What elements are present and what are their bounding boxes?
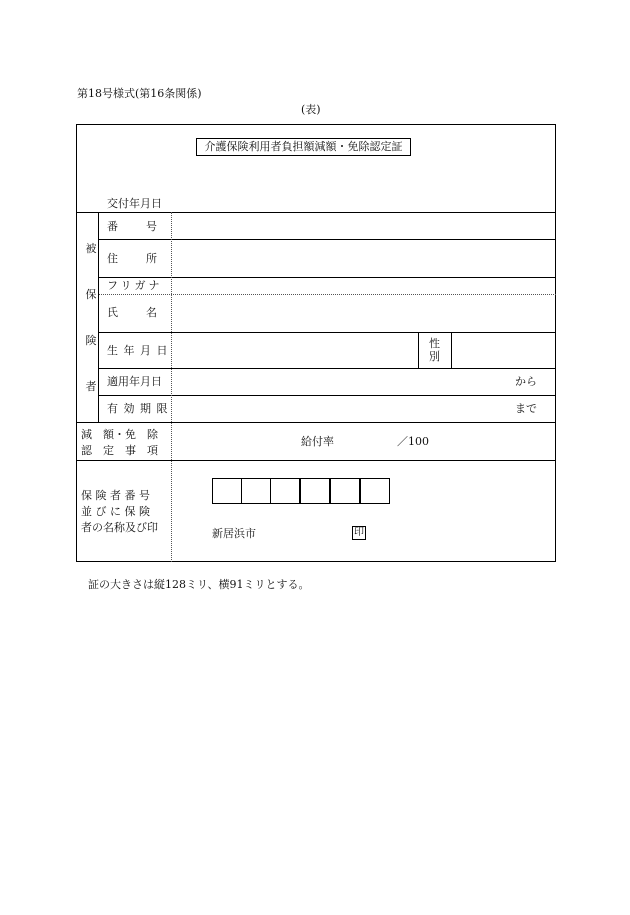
sex-label-line1: 性 [429,337,440,350]
insurer-label-line3: 者の名称及び印 [81,521,158,534]
sex-divider-left [418,332,419,368]
insured-label-char: 者 [85,380,97,393]
name-label: 氏 名 [107,306,159,319]
row-divider [98,277,556,278]
validity-until: まで [515,402,537,415]
certificate-title: 介護保険利用者負担額減額・免除認定証 [196,138,411,156]
label-column-divider [171,212,172,562]
furigana-divider [98,294,556,295]
applied-from: から [515,375,537,388]
footnote: 証の大きさは縦128ミリ、横91ミリとする。 [88,578,310,591]
sex-divider-right [451,332,452,368]
insurer-number-box[interactable] [241,478,271,504]
benefit-rate-label: 給付率 [301,435,334,448]
row-divider [76,460,556,461]
reduction-label-line2: 認 定 事 項 [81,444,158,457]
insurer-number-box[interactable] [212,478,242,504]
insurer-city: 新居浜市 [212,527,256,540]
reduction-label-line1: 減 額・免 除 [81,428,158,441]
benefit-rate-value: ／100 [397,435,429,448]
seal-box: 印 [354,527,364,538]
row-divider [98,239,556,240]
row-divider [98,395,556,396]
insured-label-char: 保 [85,288,97,301]
row-divider [98,368,556,369]
side-label: (表) [301,103,321,116]
insured-label-char: 険 [85,334,97,347]
insured-column-divider [98,212,99,422]
sex-label-line2: 別 [429,350,440,363]
issue-date-label: 交付年月日 [107,197,162,210]
applied-date-label: 適用年月日 [107,375,162,388]
insured-label-char: 被 [85,242,97,255]
insurer-number-box[interactable] [360,478,390,504]
form-number: 第18号様式(第16条関係) [77,87,202,100]
row-divider [76,422,556,423]
insurer-number-box[interactable] [300,478,330,504]
furigana-label: フリガナ [107,279,163,292]
address-label: 住 所 [107,252,159,265]
row-divider [98,332,556,333]
validity-label: 有 効 期 限 [107,402,169,415]
insurer-label-line2: 並 び に 保 険 [81,505,150,518]
birthdate-label: 生 年 月 日 [107,344,169,357]
number-label: 番 号 [107,220,159,233]
insurer-number-box[interactable] [270,478,300,504]
insurer-label-line1: 保 険 者 番 号 [81,489,150,502]
insurer-number-box[interactable] [330,478,360,504]
row-divider [76,212,556,213]
